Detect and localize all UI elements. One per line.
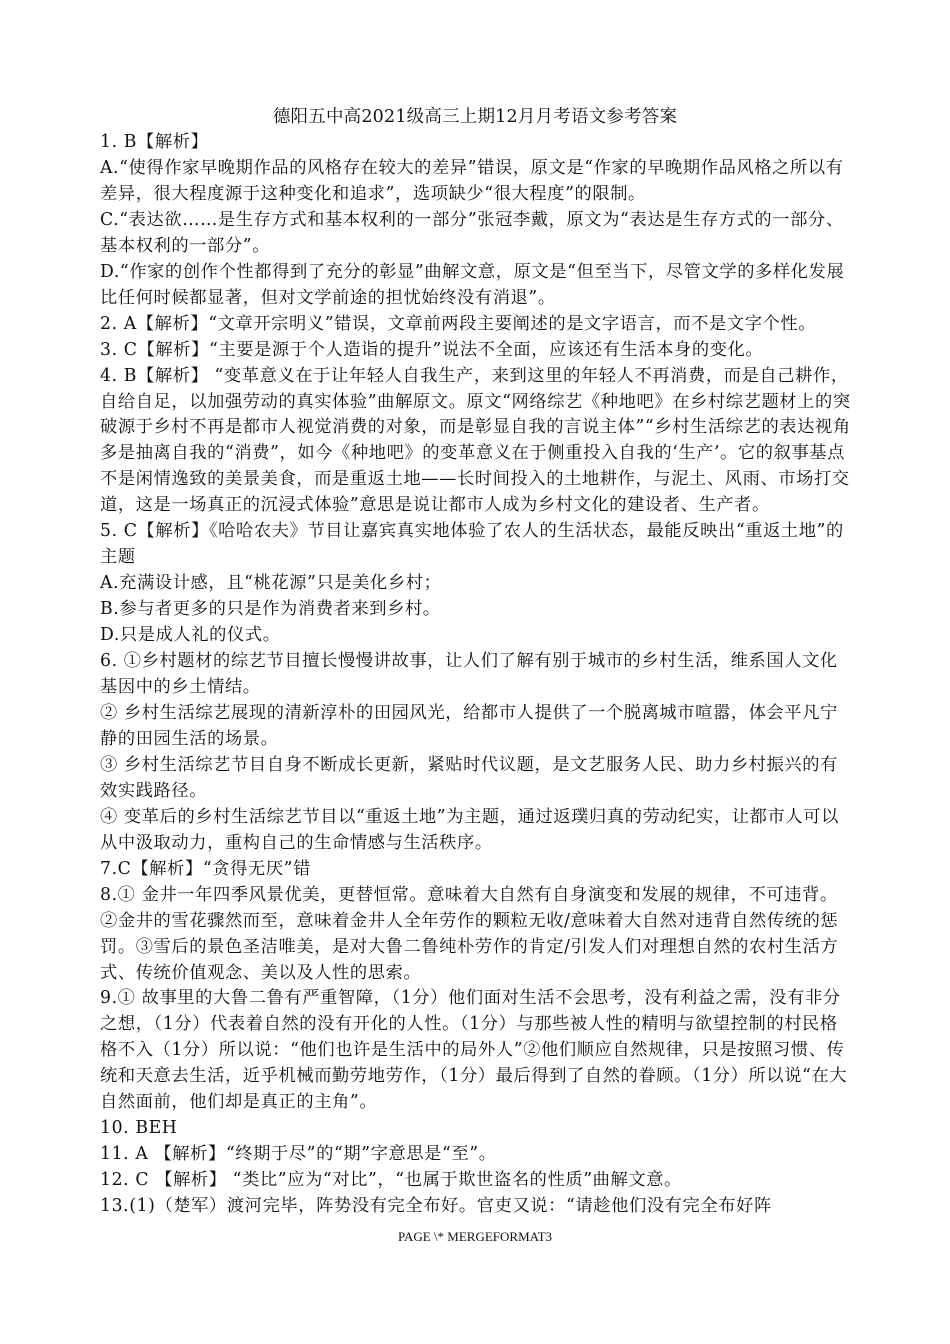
page-title: 德阳五中高2021级高三上期12月月考语文参考答案 <box>272 107 678 127</box>
paragraph: 1. B【解析】 <box>100 132 209 152</box>
paragraph: 4. B【解析】 “变革意义在于让年轻人自我生产，来到这里的年轻人不再消费，而是自己耕作，自给自足，以加强劳动的真实体验”曲解原文。原文“网络综艺《种地吧》在乡村综艺题材上的突破源于乡村不再是都市人视觉消费的对象，而是彰显自我的言说主体”“乡村生活综艺的表达视角多是抽离自我的“消费”，如今《种地吧》的变革意义在于侧重投入自我的‘生产’。它的叙事基点不是闲情逸致的美景美食，而是重返土地——长时间投入的土地耕作，与泥土、风雨、市场打交道，这是一场真正的沉浸式体验”意思是说让都市人成为乡村文化的建设者、生产者。 <box>100 365 851 516</box>
paragraph: D.“作家的创作个性都得到了充分的彰显”曲解文意，原文是“但至当下，尽管文学的多样化发展比任何时候都显著，但对文学前途的担忧始终没有消退”。 <box>100 261 845 308</box>
paragraph: B.参与者更多的只是作为消费者来到乡村。 <box>100 599 441 620</box>
paragraph: 12. C 【解析】 “类比”应为“对比”，“也属于欺世盗名的性质”曲解文意。 <box>100 1170 682 1191</box>
paragraph: 8.① 金井一年四季风景优美，更替恒常。意味着大自然有自身演变和发展的规律，不可违背。②金井的雪花骤然而至，意味着金井人全年劳作的颗粒无收/意味着大自然对违背自然传统的惩罚。③雪后的景色圣洁唯美，是对大鲁二鲁纯朴劳作的肯定/引发人们对理想自然的农村生活方式、传统价值观念、美以及人性的思索。 <box>100 884 839 983</box>
page-footer: PAGE \* MERGEFORMAT3 <box>397 1229 553 1244</box>
paragraph: C.“表达欲……是生存方式和基本权利的一部分”张冠李戴，原文为“表达是生存方式的一部分、基本权利的一部分”。 <box>100 209 844 256</box>
paragraph: ② 乡村生活综艺展现的清新淳朴的田园风光，给都市人提供了一个脱离城市喧嚣，体会平凡宁静的田园生活的场景。 <box>100 702 838 749</box>
paragraph: 5. C【解析】《哈哈农夫》节目让嘉宾真实地体验了农人的生活状态，最能反映出“重返土地”的主题 <box>100 521 844 568</box>
paragraph: D.只是成人礼的仪式。 <box>100 625 281 646</box>
paragraph: 6. ①乡村题材的综艺节目擅长慢慢讲故事，让人们了解有别于城市的乡村生活，维系国人文化基因中的乡土情结。 <box>100 651 838 698</box>
paragraph: 3. C【解析】“主要是源于个人造诣的提升”说法不全面，应该还有生活本身的变化。 <box>100 339 764 360</box>
answer-body <box>100 130 852 1220</box>
paragraph: 2. A【解析】“文章开宗明义”错误，文章前两段主要阐述的是文字语言，而不是文字个性。 <box>100 313 817 334</box>
paragraph: A.充满设计感，且“桃花源”只是美化乡村； <box>100 573 442 594</box>
paragraph: 11. A 【解析】“终期于尽”的“期”字意思是“至”。 <box>100 1144 497 1165</box>
paragraph: A.“使得作家早晚期作品的风格存在较大的差异”错误，原文是“作家的早晚期作品风格之所以有差异，很大程度源于这种变化和追求”，选项缺少“很大程度”的限制。 <box>100 157 844 204</box>
paragraph: 7.C【解析】“贪得无厌”错 <box>100 858 311 879</box>
paragraph: 13.(1)（楚军）渡河完毕，阵势没有完全布好。官吏又说：“请趁他们没有完全布好阵 <box>100 1196 772 1217</box>
paragraph: ③ 乡村生活综艺节目自身不断成长更新，紧贴时代议题，是文艺服务人民、助力乡村振兴的有效实践路径。 <box>100 754 838 801</box>
paragraph: 9.① 故事里的大鲁二鲁有严重智障，（1分）他们面对生活不会思考，没有利益之需，没有非分之想，（1分）代表着自然的没有开化的人性。（1分）与那些被人性的精明与欲望控制的村民格格不入（1分）所以说：“他们也许是生活中的局外人”②他们顺应自然规律，只是按照习惯、传统和天意去生活，近乎机械而勤劳地劳作，（1分）最后得到了自然的眷顾。（1分）所以说“在大自然面前，他们却是真正的主角”。 <box>100 988 848 1113</box>
paragraph: 10. BEH <box>100 1118 178 1139</box>
paragraph: ④ 变革后的乡村生活综艺节目以“重返土地”为主题，通过返璞归真的劳动纪实，让都市人可以从中汲取动力，重构自己的生命情感与生活秩序。 <box>100 806 839 853</box>
